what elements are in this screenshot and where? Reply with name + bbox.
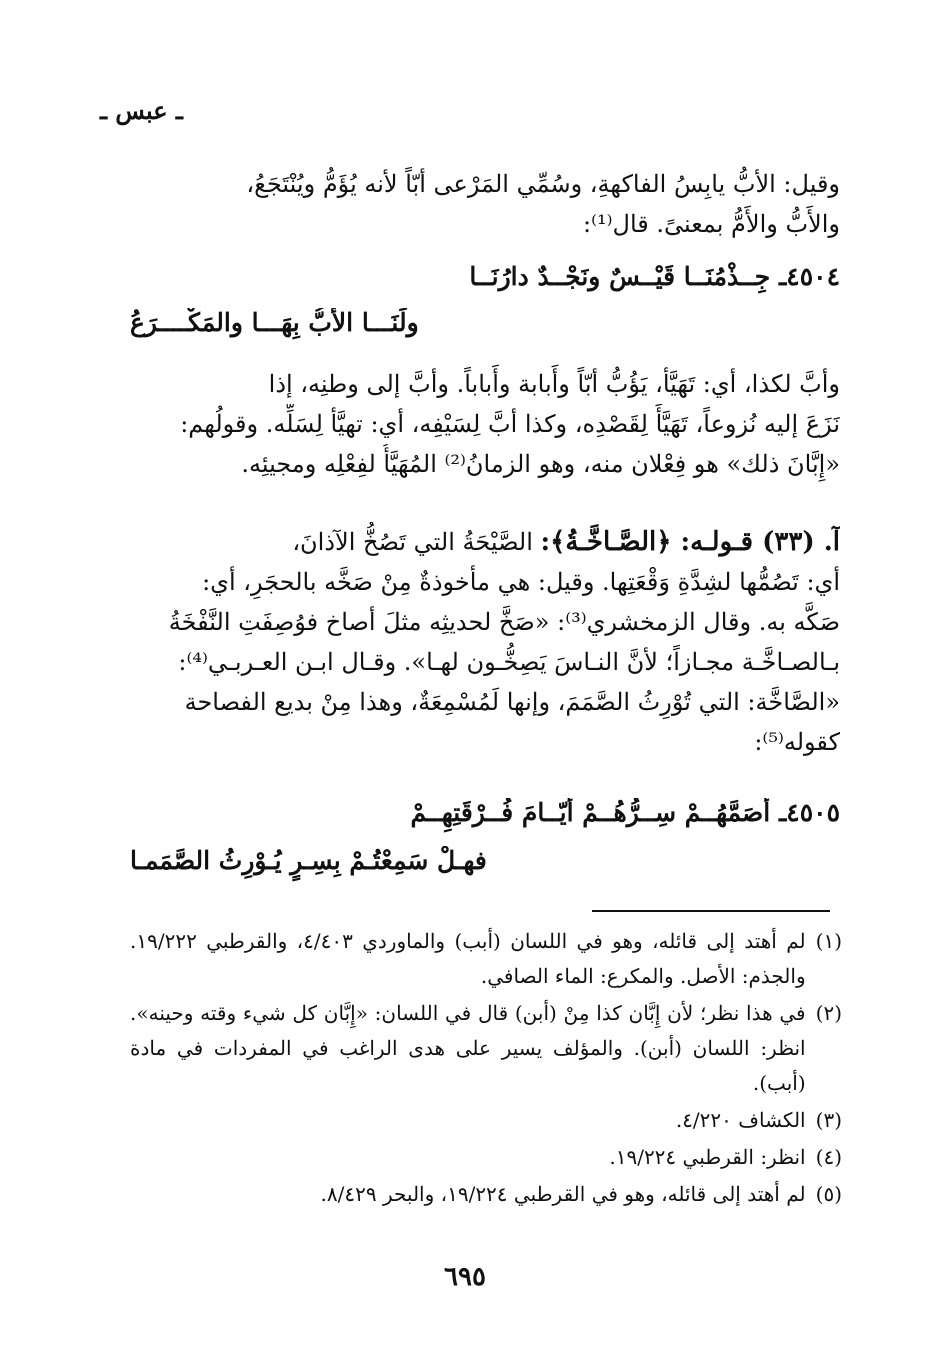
verse-number: ٤٥٠٤ـ	[778, 262, 840, 291]
footnote-text: الكشاف ٤/٢٢٠.	[675, 1108, 806, 1132]
footnote-number: (٤)	[815, 1145, 842, 1169]
verse-4504-line-2	[130, 308, 840, 352]
text-line: الصَّيْحَةُ التي تَصُخُّ الآذانَ،	[292, 528, 533, 556]
footnote-number: (١)	[815, 929, 842, 953]
footnote-number: (٢)	[815, 1001, 842, 1025]
footnote-text: لم أهتد إلى قائله، وهو في اللسان (أبب) والماوردي ٤/٤٠٣، والقرطبي ١٩/٢٢٢. والجذم: الأصل. والمكرع: الماء الصافي.	[130, 929, 806, 988]
section-lead: آ. (٣٣) قـولـه: ﴿الصَّـاخَّـةُ﴾:	[540, 527, 840, 557]
verse-text: فهـلْ سَمِعْتُـمْ بِسِـرٍ يُـوْرِثُ الصَّمَمـا	[130, 846, 487, 875]
text-line: «الصَّاخَّة: التي تُوْرِثُ الصَّمَمَ، وإنها لَمُسْمِعَةٌ، وهذا مِنْ بديع الفصاحة	[184, 688, 840, 716]
footnote-4	[130, 1140, 842, 1175]
text-line: صَكَّه به. وقال الزمخشري⁽³⁾: «صَخَّ لحديثِه مثلَ أصاخ فوُصِفَتِ النَّفْخَةُ	[168, 608, 840, 636]
text-line: أي: تَصُمُّها لشِدَّةِ وَقْعَتِها. وقيل: هي مأخوذةٌ مِنْ صَخَّه بالحجَرِ، أي:	[202, 568, 840, 596]
footnote-2	[130, 996, 842, 1101]
verse-text: جِــذْمُنَــا قَيْــسٌ ونَجْــدٌ دارُنَــا	[469, 262, 771, 291]
footnote-1	[130, 924, 842, 994]
footnotes	[130, 924, 842, 1214]
verse-text: أَصَمَّهُــمْ سِــرُّهُــمْ أَيّــامَ فُــرْقَتِهِــمْ	[410, 798, 771, 827]
text-line: «إِبَّانَ ذلك» هو فِعْلان منه، وهو الزمانُ⁽²⁾ المُهَيَّأُ لفِعْلِه ومجيئِه.	[241, 450, 840, 478]
paragraph-2	[130, 364, 840, 484]
text-line: كقوله⁽⁵⁾:	[754, 728, 840, 756]
footnote-number: (٥)	[815, 1182, 842, 1206]
text-line: والأَبُّ والأَمُّ بمعنىً. قال⁽¹⁾:	[583, 210, 840, 238]
footnote-3	[130, 1103, 842, 1138]
section-33	[130, 522, 840, 762]
text-line: وأبَّ لكذا، أي: تَهَيَّأ، يَؤُبُّ أبّاً وأَبابة وأَباباً. وأبَّ إلى وطنِه، إذا	[268, 370, 840, 398]
text-line: وقيل: الأبُّ يابِسُ الفاكهةِ، وسُمِّي المَرْعى أبّاً لأنه يُؤَمُّ ويُنْتَجَعُ،	[246, 170, 840, 198]
verse-text: ولَنَـــا الأَبُّ بِهَـــا والمَكْــــرَعُ	[130, 308, 419, 337]
section-heading-line	[130, 522, 840, 562]
paragraph-1	[130, 164, 840, 244]
text-line: نَزَعَ إليه نُزوعاً، تَهَيَّأَ لِقَصْدِه، وكذا أبَّ لِسَيْفِه، أي: تهيَّأ لِسَلِّه. وقولُهم:	[180, 410, 840, 438]
verse-number: ٤٥٠٥ـ	[778, 798, 840, 827]
running-header: ـ عبس ـ	[100, 96, 183, 125]
page-number: ٦٩٥	[444, 1262, 486, 1292]
verse-4504-line-1	[130, 262, 840, 306]
footnote-text: في هذا نظر؛ لأن إِبَّان كذا مِنْ (أبن) قال في اللسان: «إِبَّان كل شيء وقته وحينه». انظر: اللسان (أبن). والمؤلف يسير على هدى الراغب في المفردات في مادة (أبب).	[130, 1001, 806, 1095]
text-line: بـالصـاخَّـة مجـازاً؛ لأنَّ النـاسَ يَصِخُّـون لهـا». وقـال ابـن العـربـي⁽⁴⁾:	[178, 648, 840, 676]
footnote-number: (٣)	[815, 1108, 842, 1132]
footnote-5	[130, 1177, 842, 1212]
verse-4505-line-1	[130, 798, 840, 842]
footnote-text: انظر: القرطبي ١٩/٢٢٤.	[609, 1145, 806, 1169]
footnote-divider	[592, 910, 830, 912]
footnote-text: لم أهتد إلى قائله، وهو في القرطبي ١٩/٢٢٤، والبحر ٨/٤٢٩.	[320, 1182, 806, 1206]
verse-4505-line-2	[130, 846, 840, 890]
